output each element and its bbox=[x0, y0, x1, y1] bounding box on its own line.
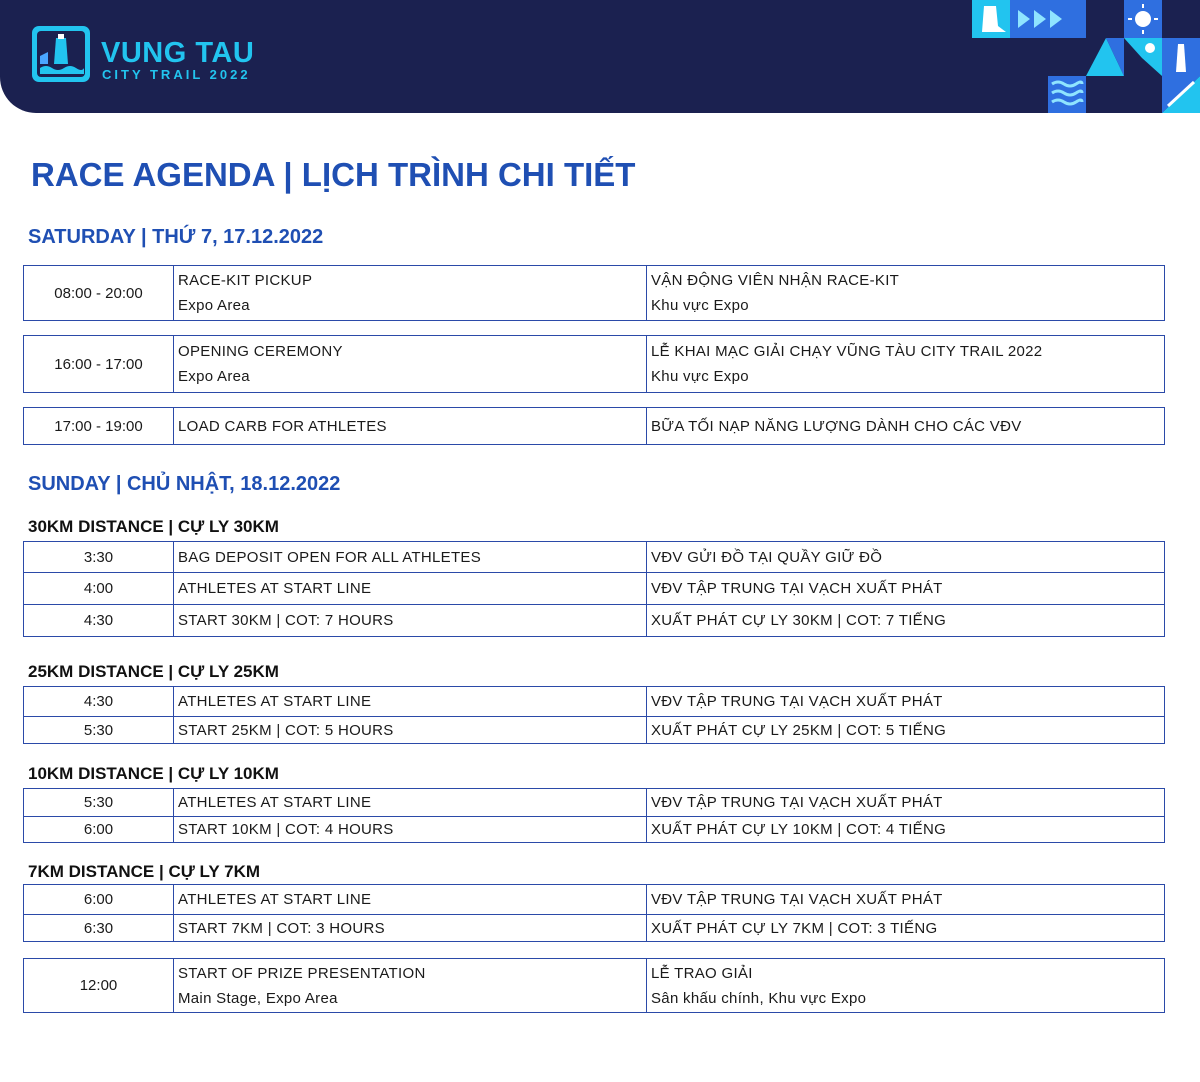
event-en: RACE-KIT PICKUP bbox=[178, 272, 313, 289]
agenda-table-7km bbox=[23, 884, 1165, 942]
agenda-table-prize bbox=[23, 958, 1165, 1013]
agenda-table-opening bbox=[23, 335, 1165, 393]
saturday-heading: SATURDAY | THỨ 7, 17.12.2022 bbox=[28, 226, 324, 248]
distance-heading-30km: 30KM DISTANCE | CỰ LY 30KM bbox=[28, 517, 279, 536]
table-row bbox=[24, 885, 1164, 914]
table-row bbox=[24, 266, 1164, 320]
time-cell: 3:30 bbox=[24, 542, 174, 572]
table-row bbox=[24, 542, 1164, 572]
event-vi: VẬN ĐỘNG VIÊN NHẬN RACE-KIT bbox=[651, 272, 900, 289]
time-cell: 5:30 bbox=[24, 789, 174, 816]
agenda-table-10km bbox=[23, 788, 1165, 843]
event-en: START OF PRIZE PRESENTATION bbox=[178, 964, 426, 982]
table-row bbox=[24, 408, 1164, 444]
table-row bbox=[24, 716, 1164, 743]
table-row bbox=[24, 789, 1164, 816]
time-cell: 6:30 bbox=[24, 915, 174, 941]
table-row bbox=[24, 959, 1164, 1012]
time-cell: 4:30 bbox=[24, 605, 174, 636]
time-cell: 6:00 bbox=[24, 817, 174, 842]
vietnamese-cell: VĐV TẬP TRUNG TẠI VẠCH XUẤT PHÁT bbox=[651, 580, 943, 597]
time-cell: 17:00 - 19:00 bbox=[24, 408, 174, 444]
english-cell bbox=[174, 336, 647, 392]
english-cell: START 7KM | COT: 3 HOURS bbox=[174, 915, 647, 941]
vietnamese-cell: XUẤT PHÁT CỰ LY 7KM | COT: 3 TIẾNG bbox=[651, 919, 938, 937]
distance-heading-7km: 7KM DISTANCE | CỰ LY 7KM bbox=[28, 862, 261, 881]
english-cell: ATHLETES AT START LINE bbox=[174, 573, 647, 604]
english-cell: BAG DEPOSIT OPEN FOR ALL ATHLETES bbox=[174, 542, 647, 572]
table-row bbox=[24, 687, 1164, 716]
decorative-pattern-icon bbox=[972, 0, 1200, 113]
table-row bbox=[24, 914, 1164, 941]
agenda-table-30km bbox=[23, 541, 1165, 637]
table-row bbox=[24, 816, 1164, 842]
location-en: Main Stage, Expo Area bbox=[178, 989, 338, 1007]
location-vi: Khu vực Expo bbox=[651, 368, 749, 385]
vietnamese-cell: XUẤT PHÁT CỰ LY 30KM | COT: 7 TIẾNG bbox=[651, 612, 947, 629]
vietnamese-cell: XUẤT PHÁT CỰ LY 10KM | COT: 4 TIẾNG bbox=[651, 821, 947, 838]
sunday-heading: SUNDAY | CHỦ NHẬT, 18.12.2022 bbox=[28, 473, 341, 495]
table-row bbox=[24, 336, 1164, 392]
english-cell: ATHLETES AT START LINE bbox=[174, 687, 647, 716]
location-vi: Khu vực Expo bbox=[651, 297, 749, 314]
vietnamese-cell bbox=[647, 959, 1164, 1012]
lighthouse-logo-icon bbox=[32, 26, 90, 82]
page-title: RACE AGENDA | LỊCH TRÌNH CHI TIẾT bbox=[31, 156, 636, 193]
brand-title: VUNG TAU bbox=[101, 37, 255, 69]
event-en: OPENING CEREMONY bbox=[178, 343, 343, 360]
time-cell: 08:00 - 20:00 bbox=[24, 266, 174, 320]
location-en: Expo Area bbox=[178, 297, 250, 314]
english-cell: ATHLETES AT START LINE bbox=[174, 885, 647, 914]
time-cell: 16:00 - 17:00 bbox=[24, 336, 174, 392]
english-cell: START 25KM | COT: 5 HOURS bbox=[174, 717, 647, 743]
vietnamese-cell: VĐV TẬP TRUNG TẠI VẠCH XUẤT PHÁT bbox=[651, 794, 943, 811]
distance-heading-25km: 25KM DISTANCE | CỰ LY 25KM bbox=[28, 662, 279, 681]
vietnamese-cell: BỮA TỐI NẠP NĂNG LƯỢNG DÀNH CHO CÁC VĐV bbox=[651, 417, 1022, 435]
time-cell: 4:00 bbox=[24, 573, 174, 604]
vietnamese-cell: VĐV GỬI ĐỒ TẠI QUẦY GIỮ ĐỒ bbox=[651, 548, 883, 566]
time-cell: 5:30 bbox=[24, 717, 174, 743]
table-row bbox=[24, 604, 1164, 636]
english-cell: START 30KM | COT: 7 HOURS bbox=[174, 605, 647, 636]
time-cell: 6:00 bbox=[24, 885, 174, 914]
english-cell: ATHLETES AT START LINE bbox=[174, 789, 647, 816]
location-vi: Sân khấu chính, Khu vực Expo bbox=[651, 989, 867, 1007]
brand-subtitle: CITY TRAIL 2022 bbox=[102, 67, 251, 82]
vietnamese-cell bbox=[647, 336, 1164, 392]
time-cell: 4:30 bbox=[24, 687, 174, 716]
english-cell bbox=[174, 266, 647, 320]
agenda-table-load-carb bbox=[23, 407, 1165, 445]
english-cell bbox=[174, 959, 647, 1012]
vietnamese-cell: VĐV TẬP TRUNG TẠI VẠCH XUẤT PHÁT bbox=[651, 693, 943, 710]
distance-heading-10km: 10KM DISTANCE | CỰ LY 10KM bbox=[28, 764, 279, 783]
agenda-table-25km bbox=[23, 686, 1165, 744]
english-cell: START 10KM | COT: 4 HOURS bbox=[174, 817, 647, 842]
agenda-table-race-kit bbox=[23, 265, 1165, 321]
header-banner bbox=[0, 0, 1200, 113]
table-row bbox=[24, 572, 1164, 604]
event-vi: LỄ TRAO GIẢI bbox=[651, 964, 753, 982]
english-cell: LOAD CARB FOR ATHLETES bbox=[174, 408, 647, 444]
vietnamese-cell bbox=[647, 266, 1164, 320]
event-vi: LỄ KHAI MẠC GIẢI CHẠY VŨNG TÀU CITY TRAIL 2022 bbox=[651, 343, 1043, 360]
location-en: Expo Area bbox=[178, 368, 250, 385]
vietnamese-cell: XUẤT PHÁT CỰ LY 25KM | COT: 5 TIẾNG bbox=[651, 721, 947, 739]
time-cell: 12:00 bbox=[24, 959, 174, 1012]
vietnamese-cell: VĐV TẬP TRUNG TẠI VẠCH XUẤT PHÁT bbox=[651, 891, 943, 908]
